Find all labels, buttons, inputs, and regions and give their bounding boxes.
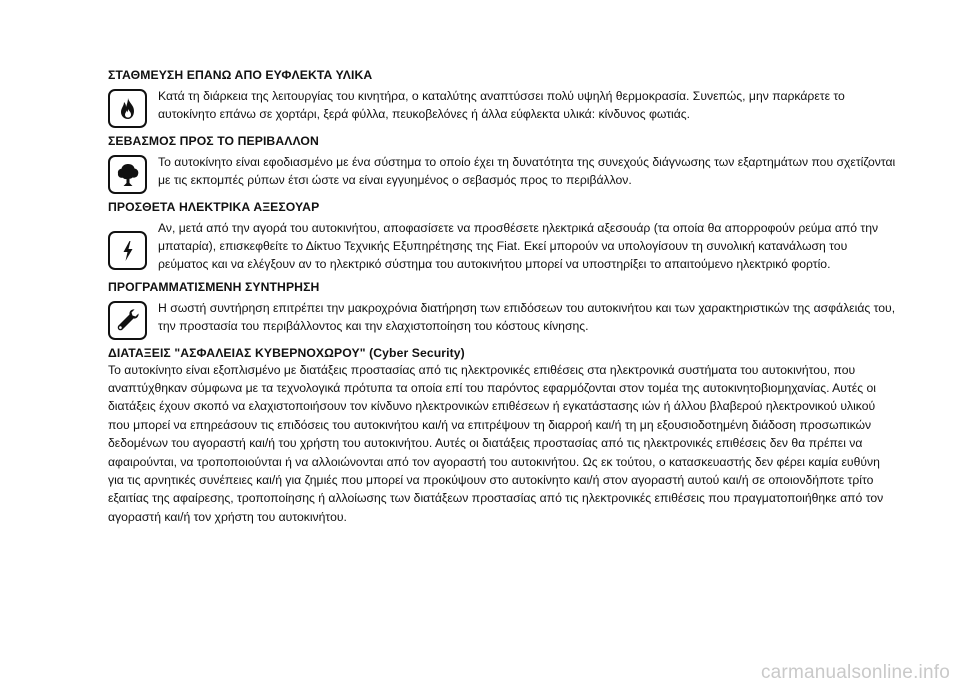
section-text: Αν, μετά από την αγορά του αυτοκινήτου, αποφασίσετε να προσθέσετε ηλεκτρικά αξεσουάρ (τα οποία θα απορροφούν ρεύμα από την μπαταρία), επισκεφθείτε το Δίκτυο Τεχνικής Εξυπηρέτησης της Fiat. Εκεί μπορούν να υπολογίσουν τη συνολική κατανάλωση του ρεύματος και να ελέγξουν αν το ηλεκτρικό σύστημα του αυτοκινήτου μπορεί να υποστηρίξει το απαιτούμενο ηλεκτρικό φορτίο. <box>158 221 879 272</box>
section-parking <box>108 68 898 128</box>
section-heading: ΣΕΒΑΣΜΟΣ ΠΡΟΣ ΤΟ ΠΕΡΙΒΑΛΛΟΝ <box>108 134 319 148</box>
fire-icon <box>108 89 147 128</box>
section-heading: ΣΤΑΘΜΕΥΣΗ ΕΠΑΝΩ ΑΠΟ ΕΥΦΛΕΚΤΑ ΥΛΙΚΑ <box>108 68 373 82</box>
section-text: Κατά τη διάρκεια της λειτουργίας του κινητήρα, ο καταλύτης αναπτύσσει πολύ υψηλή θερμοκρασία. Συνεπώς, μην παρκάρετε το αυτοκίνητο επάνω σε χορτάρι, ξερά φύλλα, πευκοβελόνες ή άλλα εύφλεκτα υλικά: κίνδυνος φωτιάς. <box>158 89 845 122</box>
section-body <box>108 299 898 340</box>
section-maintenance <box>108 280 898 340</box>
section-body <box>108 219 898 274</box>
watermark: carmanualsonline.info <box>760 662 950 683</box>
section-text: Η σωστή συντήρηση επιτρέπει την μακροχρόνια διατήρηση των επιδόσεων του αυτοκινήτου και των χαρακτηριστικών της ασφάλειάς του, την προστασία του περιβάλλοντος και την ελαχιστοποίηση του κόστους κίνησης. <box>158 300 896 333</box>
tree-icon <box>108 155 147 194</box>
section-heading: ΔΙΑΤΑΞΕΙΣ "ΑΣΦΑΛΕΙΑΣ ΚΥΒΕΡΝΟΧΩΡΟΥ" (Cyber Security) <box>108 345 465 360</box>
section-environment <box>108 134 898 194</box>
wrench-icon <box>108 301 147 340</box>
manual-page <box>108 68 898 532</box>
section-cyber-security <box>108 346 898 527</box>
section-text: Το αυτοκίνητο είναι εφοδιασμένο με ένα σύστημα το οποίο έχει τη δυνατότητα της συνεχούς διάγνωσης των εξαρτημάτων που σχετίζονται με τις εκπομπές ρύπων έτσι ώστε να είναι εγγυημένος ο σεβασμός προς το περιβάλλον. <box>158 155 896 188</box>
section-text: Το αυτοκίνητο είναι εξοπλισμένο με διατάξεις προστασίας από τις ηλεκτρονικές επιθέσεις στα ηλεκτρονικά συστήματα του αυτοκινήτου, που αναπτύχθηκαν σύμφωνα με τα τεχνολογικά πρότυπα τα οποία επί του παρόντος εφαρμόζονται στον τομέα της αυτοκινητοβιομηχανίας. Αυτές οι διατάξεις έχουν σκοπό να ελαχιστοποιήσουν τον κίνδυνο ηλεκτρονικών επιθέσεων ή εγκατάστασης ιών ή άλλου βλαβερού ηλεκτρονικού υλικού που μπορεί να επηρεάσουν τις επιδόσεις του αυτοκινήτου και/ή να επιτρέψουν τη διαρροή και/ή τη μη εξουσιοδοτημένη διάδοση προσωπικών δεδομένων του αγοραστή και/ή του χρήστη του αυτοκινήτου. Αυτές οι διατάξεις προστασίας από τις ηλεκτρονικές επιθέσεις δεν θα πρέπει να αφαιρούνται, να τροποποιούνται ή να αλλοιώνονται από τον αγοραστή του αυτοκινήτου. Ως εκ τούτου, ο κατασκευαστής δεν φέρει καμία ευθύνη για τις αρνητικές συνέπειες και/ή για ζημιές που μπορεί να προκύψουν στο αυτοκίνητο και/ή στον αγοραστή αυτού και/ή σε οποιονδήποτε τρίτο εξαιτίας της αφαίρεσης, τροποποίησης ή αλλοίωσης των διατάξεων προστασίας από τις ηλεκτρονικές επιθέσεις που πραγματοποιήθηκε από τον αγοραστή και/ή τον χρήστη του αυτοκινήτου. <box>108 362 884 524</box>
section-body <box>108 87 898 128</box>
section-body <box>108 153 898 194</box>
section-heading: ΠΡΟΣΘΕΤΑ ΗΛΕΚΤΡΙΚΑ ΑΞΕΣΟΥΑΡ <box>108 200 320 214</box>
section-heading: ΠΡΟΓΡΑΜΜΑΤΙΣΜΕΝΗ ΣΥΝΤΗΡΗΣΗ <box>108 279 320 294</box>
lightning-icon <box>108 231 147 270</box>
section-electrical-accessories <box>108 200 898 274</box>
